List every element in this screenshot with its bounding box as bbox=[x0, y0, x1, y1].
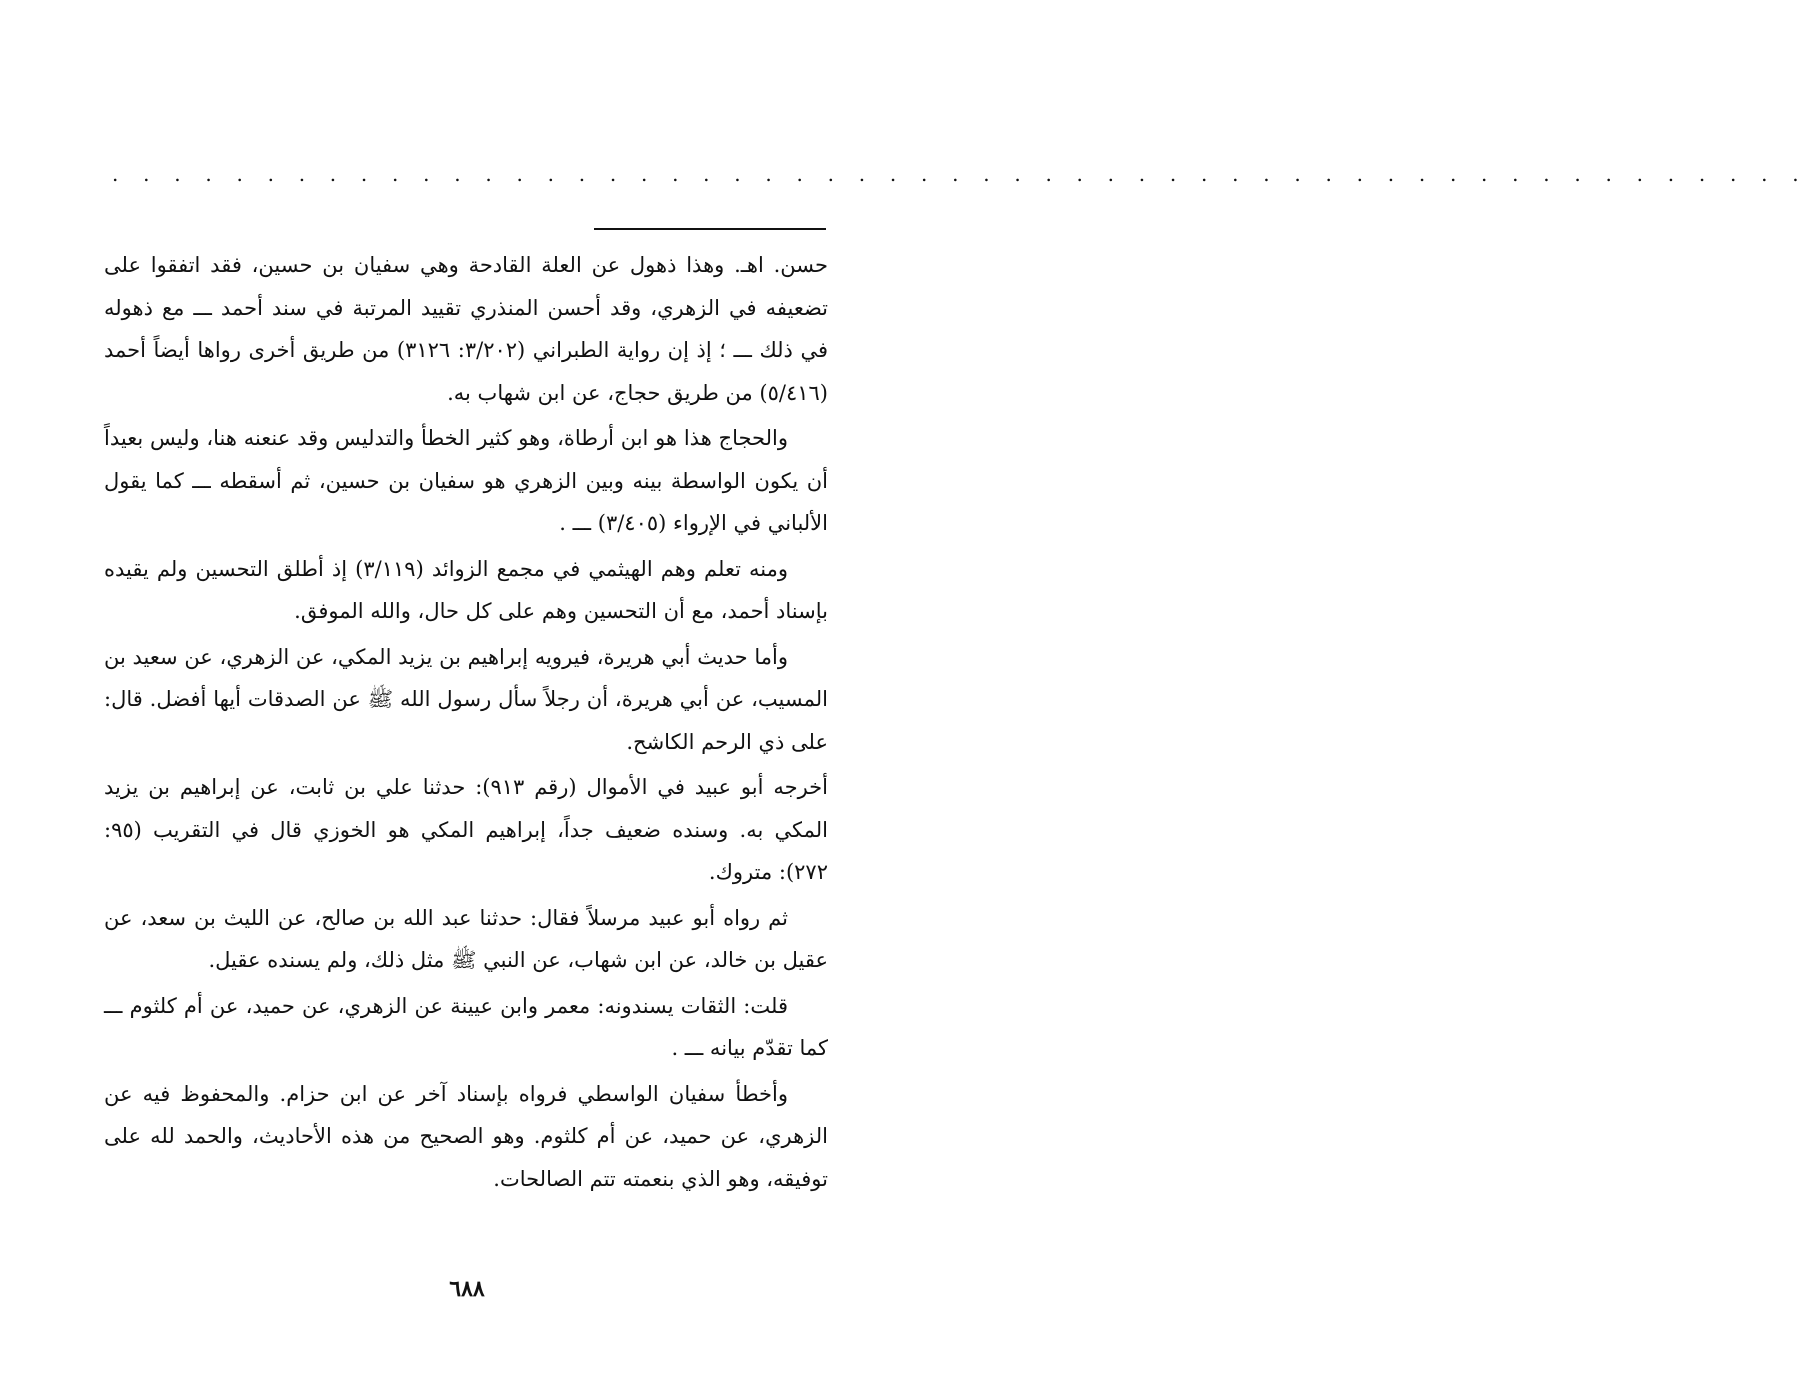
footnote-rule bbox=[594, 228, 826, 230]
footnote-paragraph: وأخطأ سفيان الواسطي فرواه بإسناد آخر عن ابن حزام. والمحفوظ فيه عن الزهري، عن حميد، عن أم كلثوم. وهو الصحيح من هذه الأحاديث، والحمد لله على توفيقه، وهو الذي بنعمته تتم الصالحات. bbox=[104, 1081, 828, 1191]
footnote-paragraph: والحجاج هذا هو ابن أرطاة، وهو كثير الخطأ والتدليس وقد عنعنه هنا، وليس بعيداً أن يكون الواسطة بينه وبين الزهري هو سفيان بن حسين، ثم أسقطه ـــ كما يقول الألباني في الإرواء (٣/٤٠٥) ـــ . bbox=[104, 426, 828, 535]
footnote-paragraph: وأما حديث أبي هريرة، فيرويه إبراهيم بن يزيد المكي، عن الزهري، عن سعيد بن المسيب، عن أبي هريرة، أن رجلاً سأل رسول الله ﷺ عن الصدقات أيها أفضل. قال: على ذي الرحم الكاشح. bbox=[104, 644, 828, 754]
footnote-paragraph: أخرجه أبو عبيد في الأموال (رقم ٩١٣): حدثنا علي بن ثابت، عن إبراهيم بن يزيد المكي به. وسنده ضعيف جداً، إبراهيم المكي هو الخوزي قال في التقريب (٩٥: ٢٧٢): متروك. bbox=[104, 775, 828, 884]
footnote-paragraph: قلت: الثقات يسندونه: معمر وابن عيينة عن الزهري، عن حميد، عن أم كلثوم ـــ كما تقدّم بيانه ـــ . bbox=[104, 993, 828, 1060]
footnote-section bbox=[104, 244, 828, 1203]
footnote-paragraph: حسن. اهـ. وهذا ذهول عن العلة القادحة وهي سفيان بن حسين، فقد اتفقوا على تضعيفه في الزهري، وقد أحسن المنذري تقييد المرتبة في سند أحمد ـــ مع ذهوله في ذلك ـــ ؛ إذ إن رواية الطبراني (٣/٢٠٢: ٣١٢٦) من طريق أخرى رواها أيضاً أحمد (٥/٤١٦) من طريق حجاج، عن ابن شهاب به. bbox=[104, 253, 828, 405]
page-number: ٦٨٨ bbox=[449, 1276, 485, 1302]
footnote-paragraph: ثم رواه أبو عبيد مرسلاً فقال: حدثنا عبد الله بن صالح، عن الليث بن سعد، عن عقيل بن خالد، عن ابن شهاب، عن النبي ﷺ مثل ذلك، ولم يسنده عقيل. bbox=[104, 905, 828, 972]
footnote-paragraph: ومنه تعلم وهم الهيثمي في مجمع الزوائد (٣/١١٩) إذ أطلق التحسين ولم يقيده بإسناد أحمد، مع أن التحسين وهم على كل حال، والله الموفق. bbox=[104, 556, 828, 623]
separator-dots: . . . . . . . . . . . . . . . . . . . . . . . . . . . . . . . . . . . . . . . . . . . . . . . . . . . . . . . bbox=[112, 162, 1808, 186]
